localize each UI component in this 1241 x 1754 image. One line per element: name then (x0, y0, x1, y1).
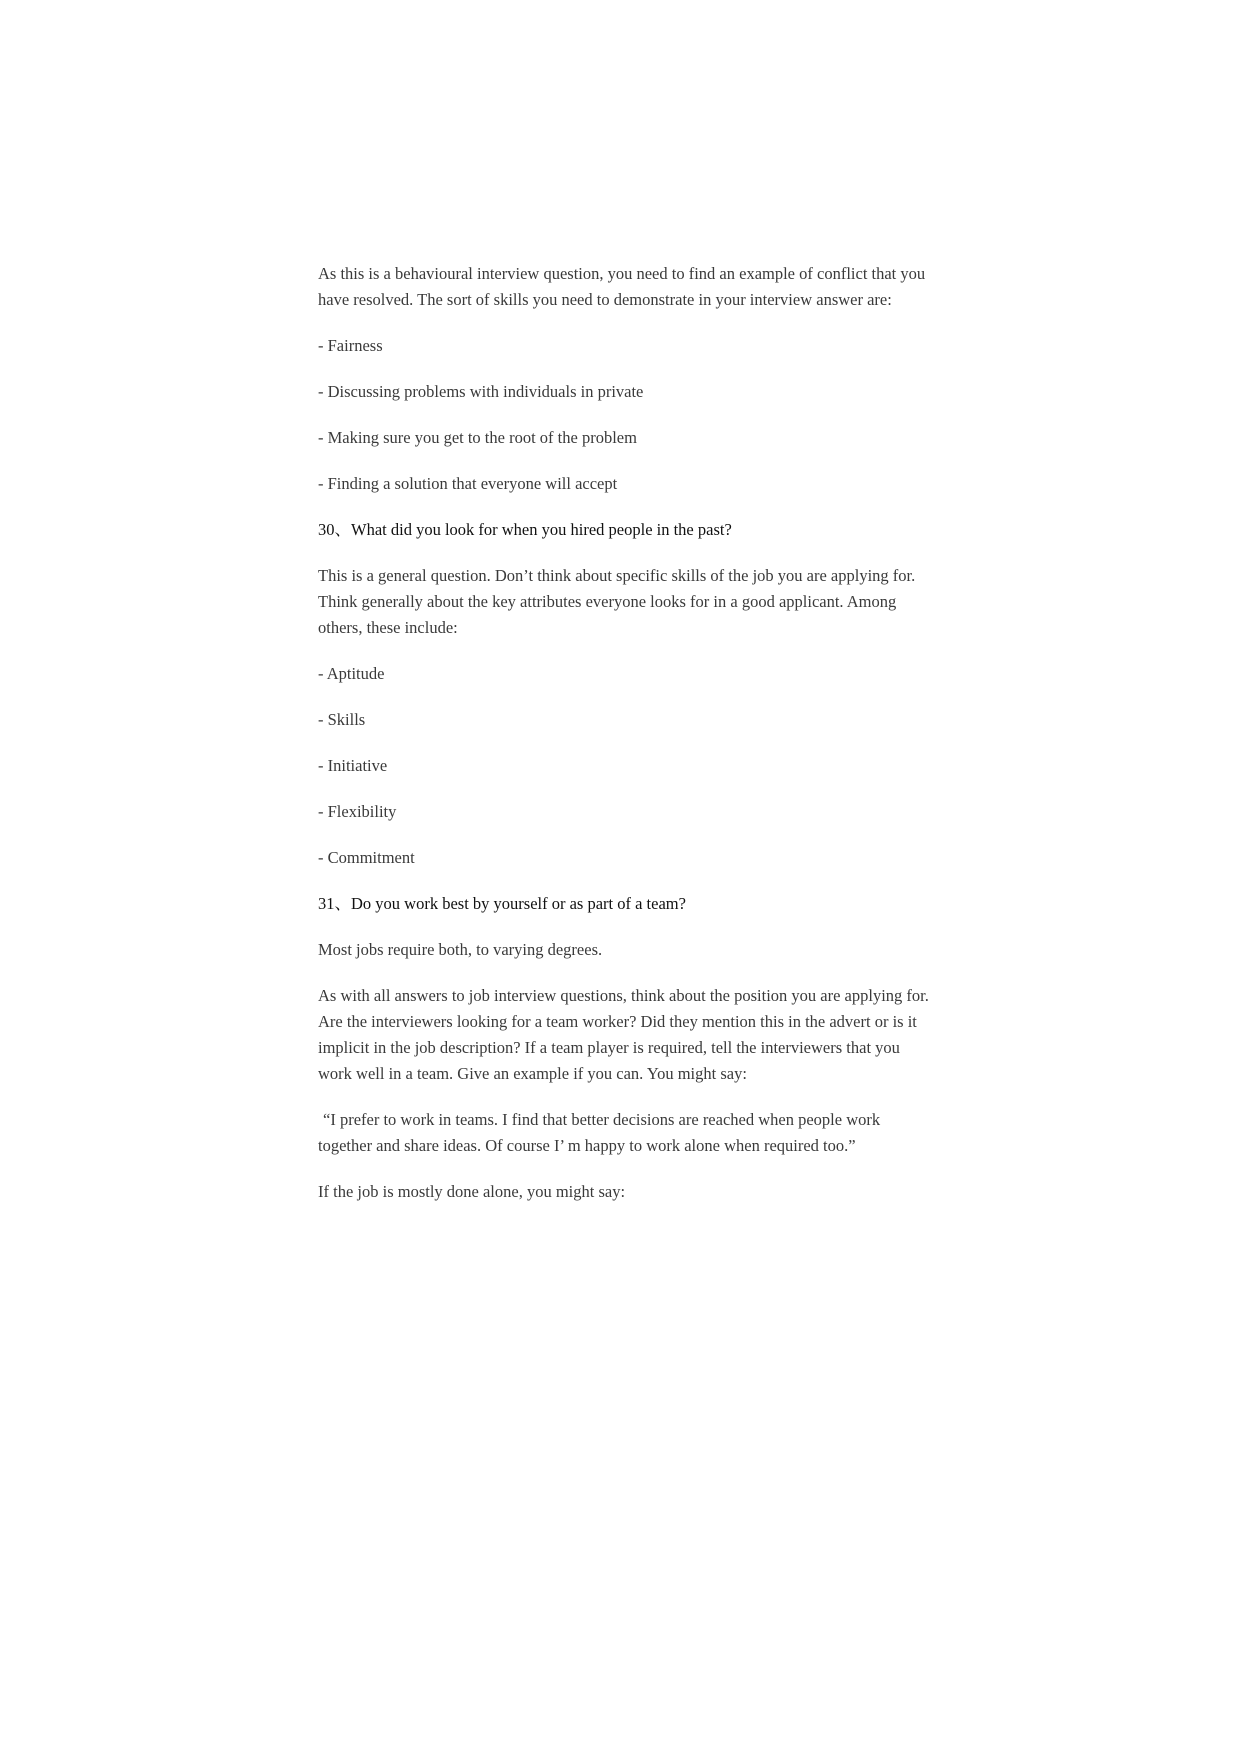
question-31-heading: 31、Do you work best by yourself or as part of a team? (318, 894, 686, 913)
list-item: - Commitment (318, 848, 415, 867)
document-body (318, 261, 930, 1205)
list-item: - Fairness (318, 336, 383, 355)
list-item: - Finding a solution that everyone will accept (318, 474, 618, 493)
hiring-paragraph: This is a general question. Don’t think about specific skills of the job you are applying for. Think generally about the key attributes everyone looks for in a good applicant. Among others, these include: (318, 566, 916, 637)
example-quote: “I prefer to work in teams. I find that better decisions are reached when people work together and share ideas. Of course I’ m happy to work alone when required too.” (318, 1110, 881, 1155)
question-30-heading: 30、What did you look for when you hired people in the past? (318, 520, 732, 539)
list-item: - Initiative (318, 756, 388, 775)
teamwork-short-paragraph: Most jobs require both, to varying degrees. (318, 940, 603, 959)
list-item: - Making sure you get to the root of the problem (318, 428, 637, 447)
list-item: - Flexibility (318, 802, 397, 821)
teamwork-paragraph: As with all answers to job interview questions, think about the position you are applying for. Are the interviewers looking for a team worker? Did they mention this in the advert or is it implicit in the job description? If a team player is required, tell the interviewers that you work well in a team. Give an example if you can. You might say: (318, 986, 929, 1083)
list-item: - Discussing problems with individuals in private (318, 382, 644, 401)
list-item: - Aptitude (318, 664, 385, 683)
alone-paragraph: If the job is mostly done alone, you might say: (318, 1182, 626, 1201)
conflict-intro-paragraph: As this is a behavioural interview question, you need to find an example of conflict that you have resolved. The sort of skills you need to demonstrate in your interview answer are: (318, 264, 926, 309)
list-item: - Skills (318, 710, 366, 729)
